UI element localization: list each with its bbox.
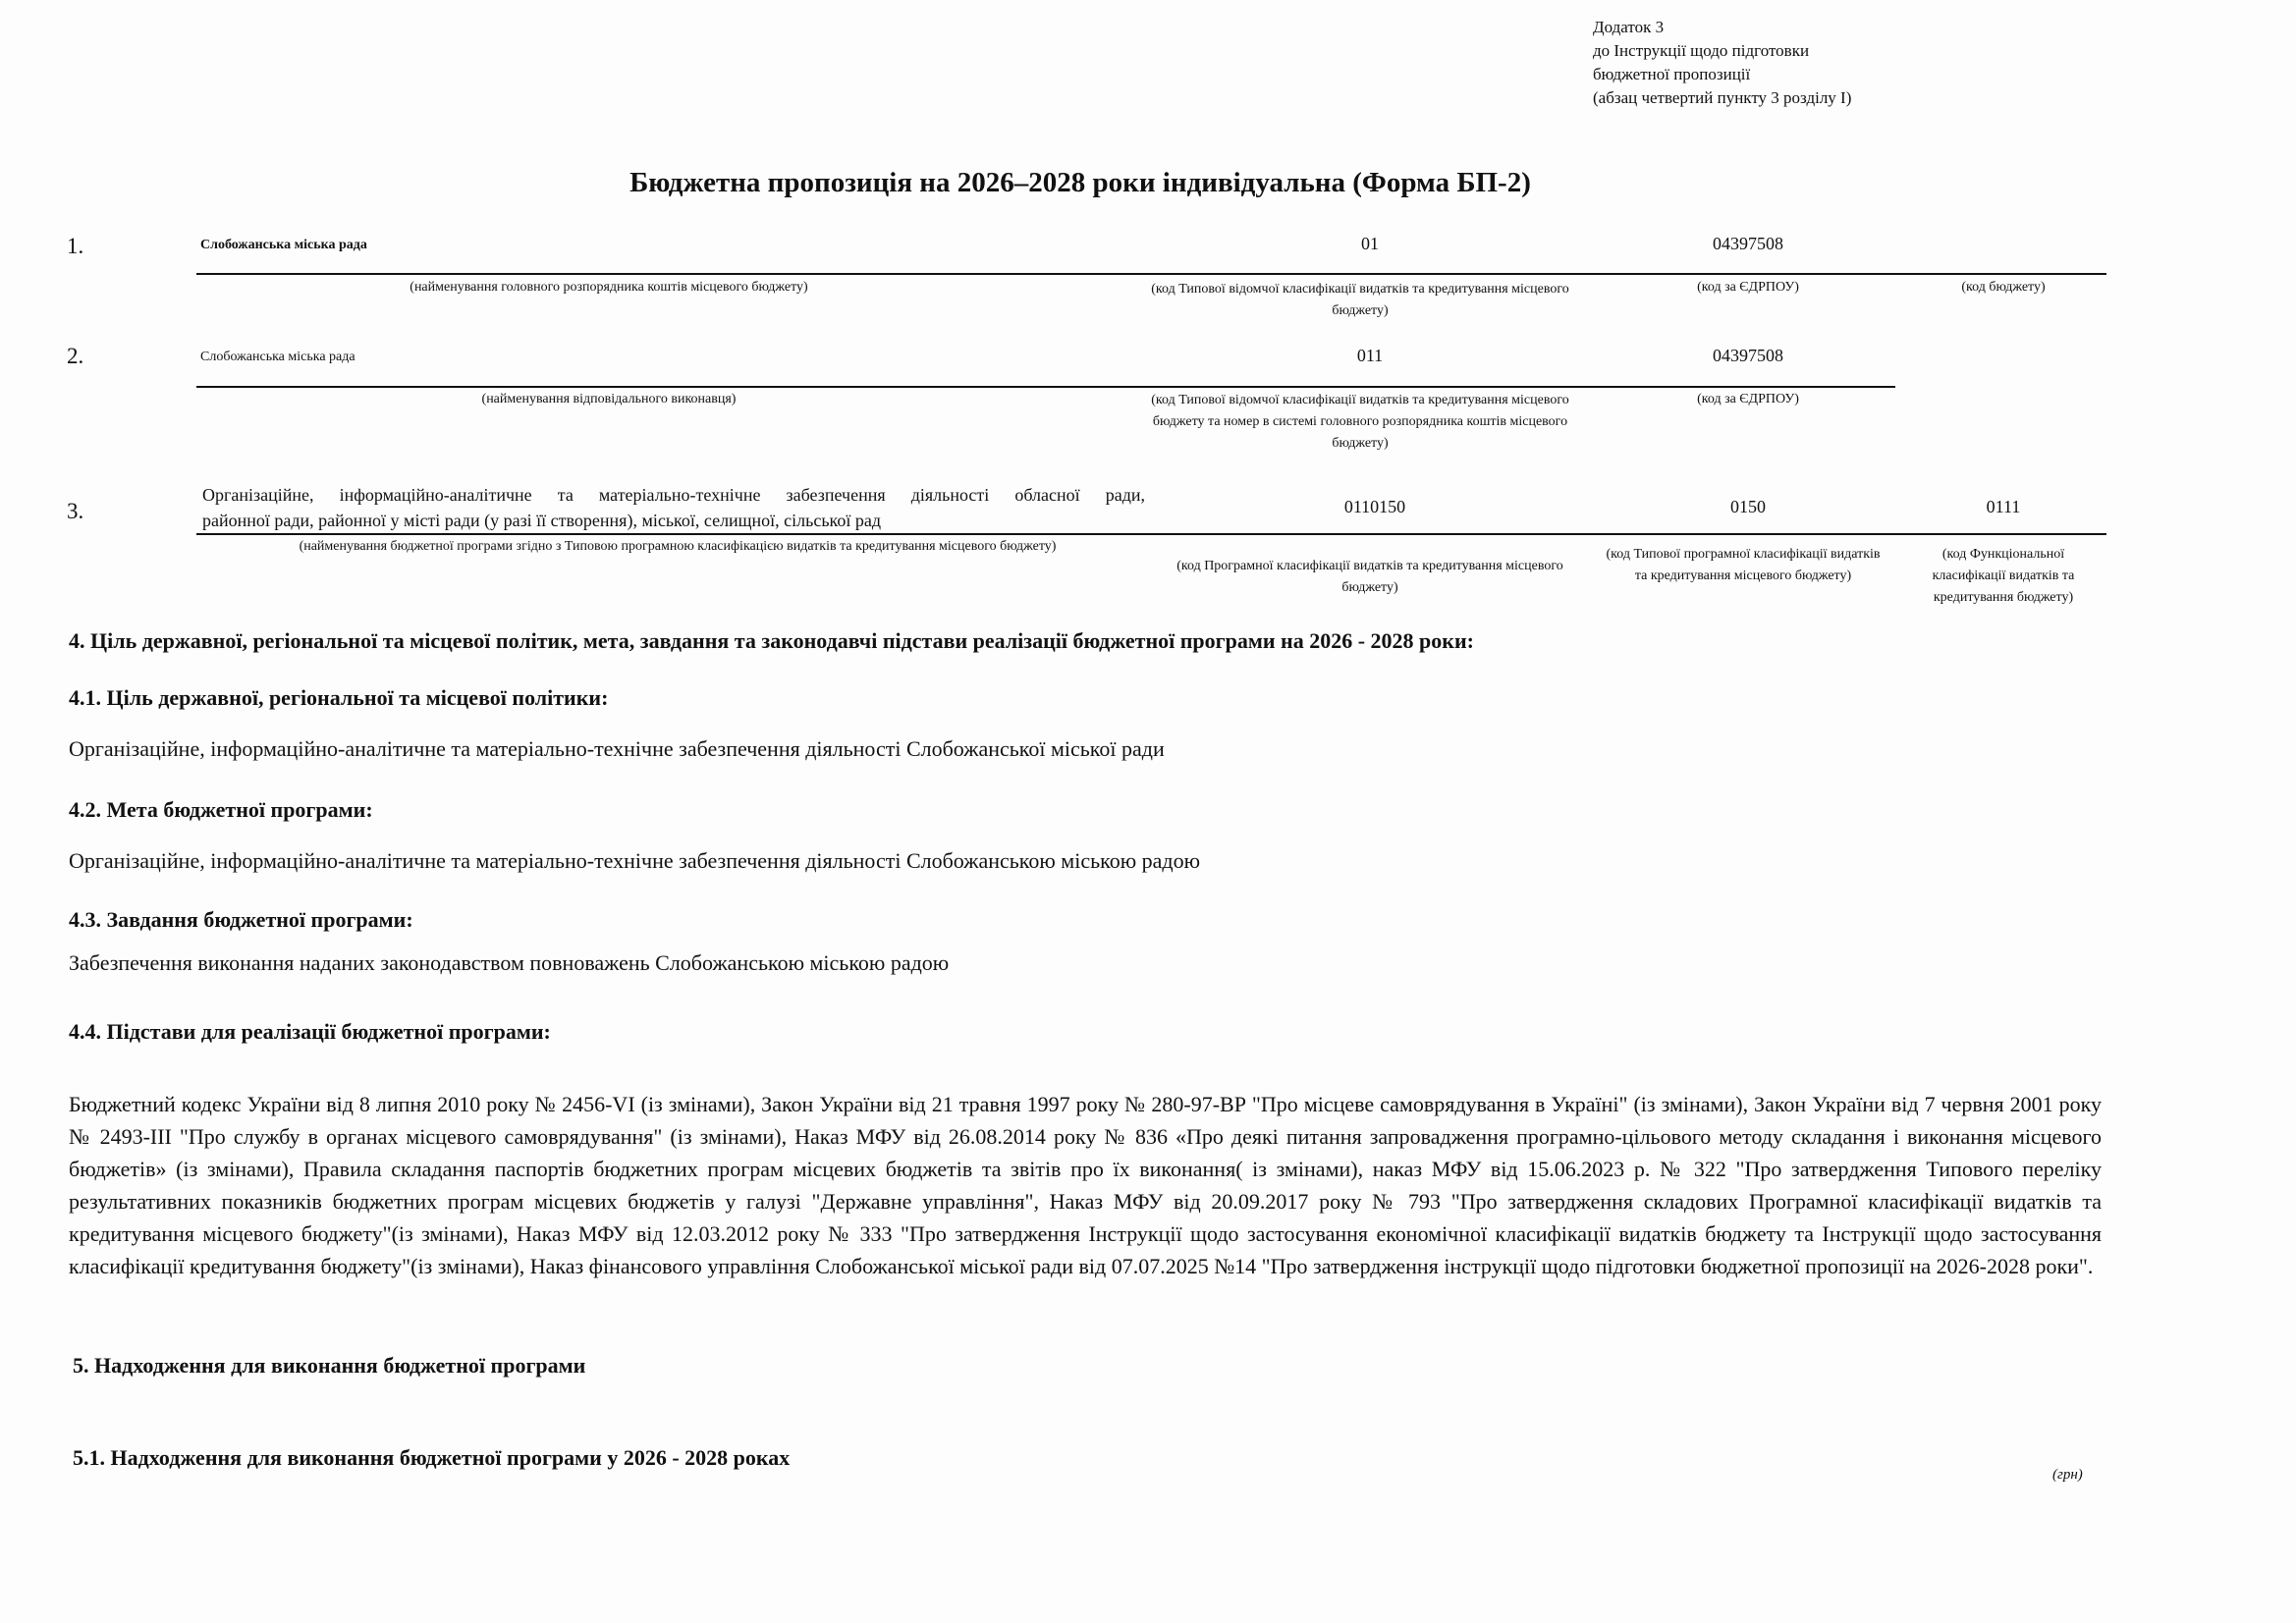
row3-rule	[196, 533, 2106, 535]
row1-label-edrpou: (код за ЄДРПОУ)	[1697, 280, 1799, 295]
row2-name: Слобожанська міська рада	[200, 350, 355, 364]
section-4-heading: 4. Ціль державної, регіональної та місцевої політик, мета, завдання та законодавчі підстави реалізації бюджетної програми на 2026 - 2028 роки:	[69, 628, 1474, 653]
section-42-heading: 4.2. Мета бюджетної програми:	[69, 797, 373, 822]
section-51-heading: 5.1. Надходження для виконання бюджетної програми у 2026 - 2028 роках	[73, 1445, 791, 1470]
section-44-text: Бюджетний кодекс України від 8 липня 2010 року № 2456-VI (із змінами), Закон України від 21 травня 1997 року № 280-97-ВР "Про місцеве самоврядування в Україні" (із змінами), Закон України від 7 червня 2001 року № 2493-III "Про службу в органах місцевого самоврядування" (із змінами), Наказ МФУ від 26.08.2014 року № 836 «Про деякі питання запровадження програмно-цільового методу складання і виконання місцевого бюджетів» (із змінами), Правила складання паспортів бюджетних програм місцевих бюджетів та звітів про їх виконання( із змінами), наказ МФУ від 15.06.2023 р. № 322 "Про затвердження Типового переліку результативних показників бюджетних програм місцевих бюджетів у галузі "Державне управління", Наказ МФУ від 20.09.2017 року № 793 "Про затвердження складових Програмної класифікації видатків та кредитування місцевого бюджету"(із змінами), Наказ МФУ від 12.03.2012 року № 333 "Про затвердження Інструкції щодо застосування економічної класифікації видатків бюджету та Інструкції щодо застосування класифікації кредитування бюджету"(із змінами), Наказ фінансового управління Слобожанської міської ради від 07.07.2025 №14 "Про затвердження інструкції щодо підготовки бюджетної пропозиції на 2026-2028 роки".	[69, 1092, 2102, 1278]
section-42-text: Організаційне, інформаційно-аналітичне та матеріально-технічне забезпечення діяльності Слобожанською міською радою	[69, 848, 1201, 873]
row3-program-name-line: районної ради, районної у місті ради (у разі її створення), міської, селищної, сільської рад	[202, 511, 882, 530]
section-43-heading: 4.3. Завдання бюджетної програми:	[69, 907, 413, 932]
row1-number: 1.	[67, 234, 84, 258]
row1-dept-code: 01	[1361, 234, 1379, 253]
row2-dept-code: 011	[1356, 346, 1384, 365]
appendix-line: до Інструкції щодо підготовки	[1593, 41, 1810, 60]
unit-label: (грн)	[2052, 1467, 2083, 1483]
section-43-text: Забезпечення виконання наданих законодавством повноважень Слобожанською міською радою	[69, 950, 950, 975]
row2-label-edrpou: (код за ЄДРПОУ)	[1697, 392, 1799, 406]
row1-label-dept-code: (код Типової відомчої класифікації видатків та кредитування місцевого бюджету)	[1151, 282, 1569, 318]
row3-functional-code: 0111	[1986, 497, 2021, 516]
row3-label-program-code: (код Програмної класифікації видатків та кредитування місцевого бюджету)	[1176, 559, 1563, 595]
row2-edrpou: 04397508	[1713, 346, 1783, 365]
row3-typical-code: 0150	[1730, 497, 1766, 516]
row1-label-name: (найменування головного розпорядника коштів місцевого бюджету)	[410, 280, 808, 295]
section-41-text: Організаційне, інформаційно-аналітичне та матеріально-технічне забезпечення діяльності Слобожанської міської ради	[69, 736, 1165, 761]
row1-name: Слобожанська міська рада	[200, 238, 367, 252]
row3-program-name	[202, 482, 1145, 533]
section-44-heading: 4.4. Підстави для реалізації бюджетної програми:	[69, 1019, 551, 1044]
row3-label-name: (найменування бюджетної програми згідно з Типовою програмною класифікацією видатків та кредитування місцевого бюджету)	[299, 539, 1057, 554]
row3-label-functional-code: (код Функціональної класифікації видатків та кредитування бюджету)	[1932, 547, 2075, 605]
row2-label-dept-code: (код Типової відомчої класифікації видатків та кредитування місцевого бюджету та номер в системі головного розпорядника коштів місцевого бюджету)	[1151, 393, 1569, 451]
appendix-line: бюджетної пропозиції	[1593, 65, 1751, 83]
section-5-heading: 5. Надходження для виконання бюджетної програми	[73, 1353, 586, 1378]
row1-rule	[196, 273, 2106, 275]
row2-label-name: (найменування відповідального виконавця)	[481, 392, 737, 406]
appendix-line: (абзац четвертий пункту 3 розділу I)	[1593, 88, 1852, 107]
section-41-heading: 4.1. Ціль державної, регіональної та місцевої політики:	[69, 685, 609, 710]
row2-rule	[196, 386, 1895, 388]
row1-label-budget-code: (код бюджету)	[1961, 280, 2046, 295]
row1-edrpou: 04397508	[1713, 234, 1783, 253]
appendix-note	[1593, 16, 1851, 110]
row3-number: 3.	[67, 499, 84, 523]
row2-number: 2.	[67, 344, 84, 368]
row3-program-code: 0110150	[1343, 497, 1406, 516]
appendix-line: Додаток 3	[1593, 18, 1665, 36]
row3-label-typical-code: (код Типової програмної класифікації видатків та кредитування місцевого бюджету)	[1606, 547, 1881, 583]
page-title: Бюджетна пропозиція на 2026–2028 роки індивідуальна (Форма БП-2)	[629, 167, 1531, 198]
row3-program-name-line: Організаційне, інформаційно-аналітичне та матеріально-технічне забезпечення діяльності обласної ради,	[202, 485, 1145, 505]
